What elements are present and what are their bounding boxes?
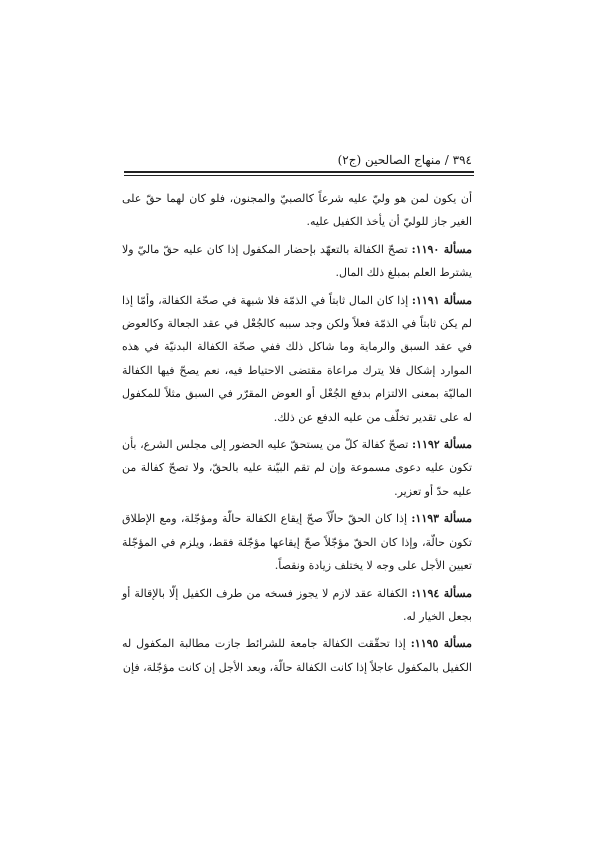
paragraph-text: إذا تحقّقت الكفالة جامعة للشرائط جازت مطالبة المكفول له الكفيل بالمكفول عاجلاً إذا كانت الكفالة حالّة، وبعد الأجل إن كانت مؤجّلة، فإن [122, 637, 472, 674]
page-body [122, 187, 472, 683]
paragraph-masala-1194 [122, 582, 472, 629]
paragraph-masala-1193 [122, 507, 472, 577]
issue-label: مسألة ١١٩٠: [411, 242, 472, 256]
paragraph-text: تصحّ الكفالة بالتعهّد بإحضار المكفول إذا كان عليه حقّ ماليّ ولا يشترط العلم بمبلغ ذلك المال. [122, 242, 472, 280]
issue-label: مسألة ١١٩٣: [411, 512, 472, 526]
running-head: ٣٩٤ / منهاج الصالحين (ج٢) [337, 153, 472, 167]
paragraph-masala-1190 [122, 238, 472, 285]
paragraph-text: إذا كان الحقّ حالّاً صحّ إيقاع الكفالة حالّة ومؤجّلة، ومع الإطلاق تكون حالّة، وإذا كان الحقّ مؤجّلاً صحّ إيقاعها مؤجّلة فقط، ويلزم في المؤجّلة تعيين الأجل على وجه لا يختلف زيادة ونقصاً. [122, 512, 472, 573]
issue-label: مسألة ١١٩١: [411, 293, 472, 307]
paragraph-masala-1191 [122, 289, 472, 429]
paragraph-masala-1195 [122, 632, 472, 679]
paragraph-text: الكفالة عقد لازم لا يجوز فسخه من طرف الكفيل إلّا بالإقالة أو بجعل الخيار له. [122, 586, 472, 623]
paragraph-text: أن يكون لمن هو وليّ عليه شرعاً كالصبيّ والمجنون، فلو كان لهما حقّ على الغير جاز للوليّ أن يأخذ الكفيل عليه. [122, 192, 472, 229]
issue-label: مسألة ١١٩٤: [411, 586, 472, 600]
paragraph-continuation [122, 187, 472, 234]
header-rule-thin [124, 175, 474, 176]
paragraph-text: إذا كان المال ثابتاً في الذمّة فلا شبهة في صحّة الكفالة، وأمّا إذا لم يكن ثابتاً في الذمّة فعلاً ولكن وجد سببه كالجُعْل في عقد الجعالة وكالعوض في عقد السبق والرماية وما شاكل ذلك ففي صحّة الكفالة البدنيّة في هذه الموارد إشكال فلا يترك مراعاة مقتضى الاحتياط فيه، نعم يصحّ فيها الكفالة الماليّة بمعنى الالتزام بدفع الجُعْل أو العوض المقرّر في السبق مثلاً للمكفول له على تقدير تخلّف من عليه الدفع عن ذلك. [122, 293, 472, 424]
header-rule-thick [124, 171, 474, 173]
issue-label: مسألة ١١٩٥: [410, 637, 472, 651]
issue-label: مسألة ١١٩٢: [412, 438, 472, 452]
paragraph-text: تصحّ كفالة كلّ من يستحقّ عليه الحضور إلى مجلس الشرع، بأن تكون عليه دعوى مسموعة وإن لم تقم البيّنة عليه بالحقّ، ولا تصحّ كفالة من عليه حدّ أو تعزير. [122, 438, 472, 498]
paragraph-masala-1192 [122, 433, 472, 503]
